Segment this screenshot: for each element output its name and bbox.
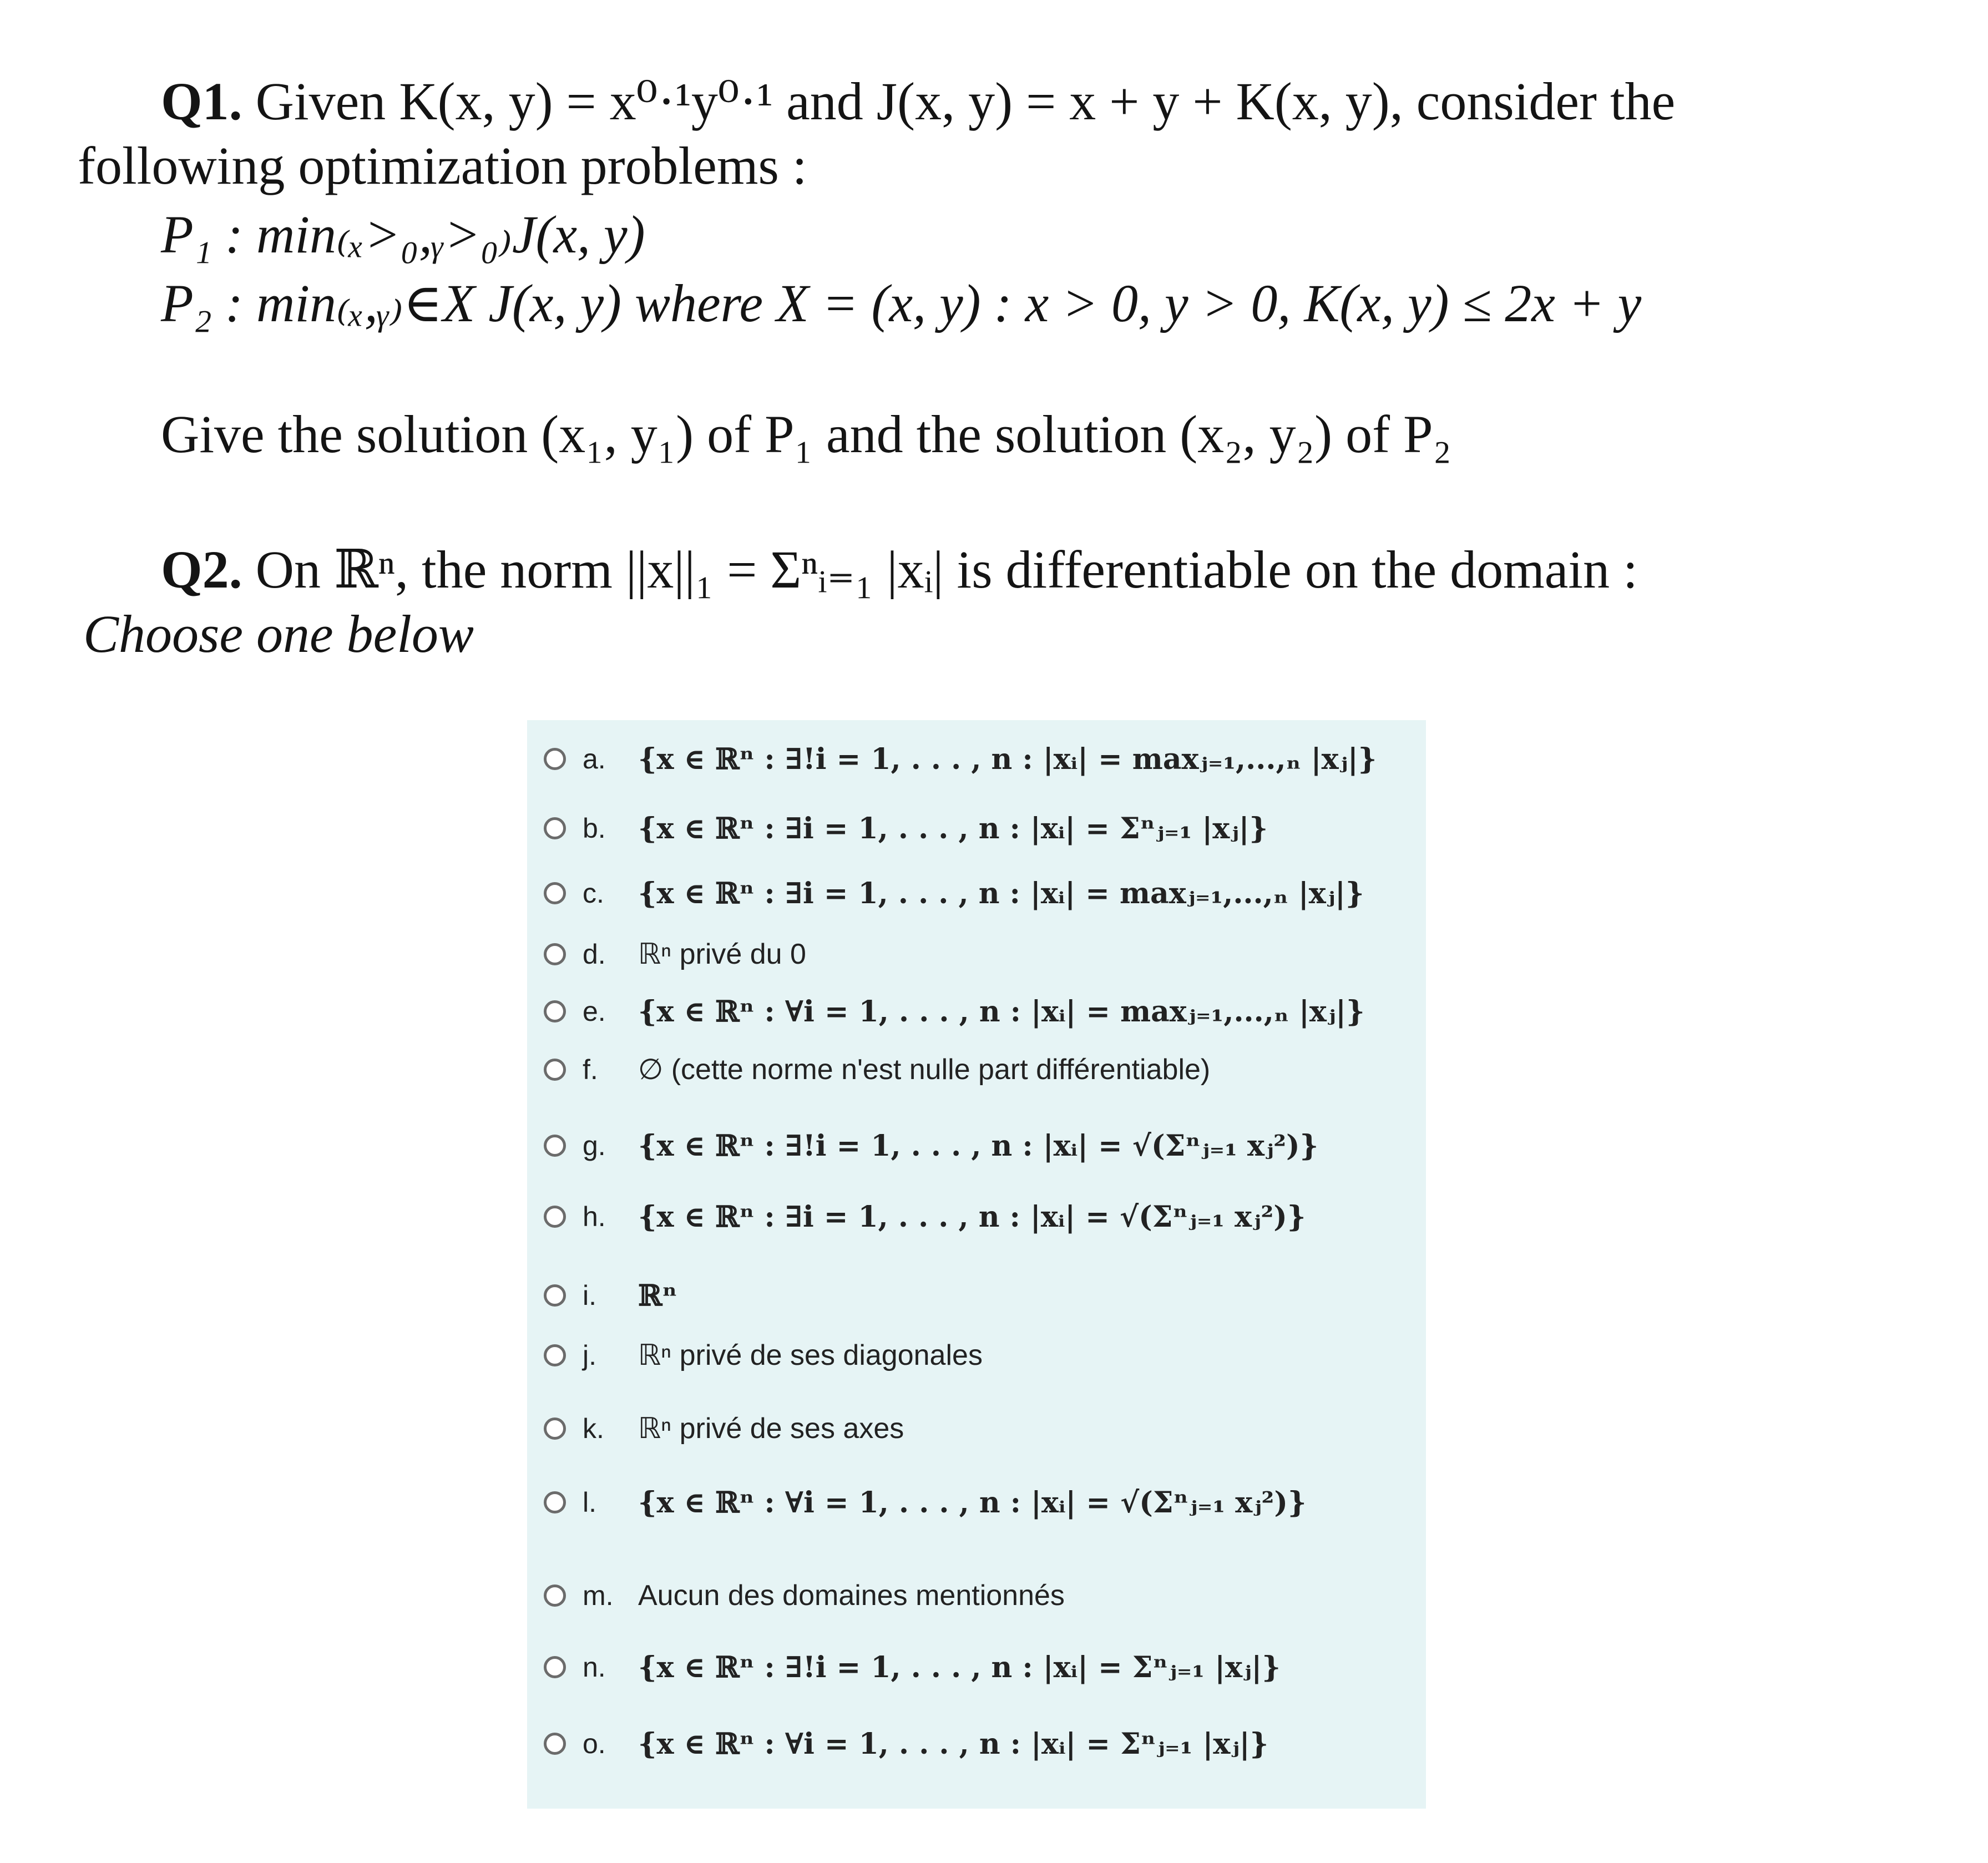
radio-button[interactable]: [544, 1135, 566, 1157]
radio-button[interactable]: [544, 1206, 566, 1228]
radio-button[interactable]: [544, 1656, 566, 1678]
choice-f[interactable]: f. ∅ (cette norme n'est nulle part différentiable): [544, 1042, 1210, 1097]
q2-choose-prompt: Choose one below: [83, 604, 474, 664]
choice-i[interactable]: i. ℝⁿ: [544, 1268, 677, 1323]
radio-button[interactable]: [544, 748, 566, 770]
q1-statement-cont: following optimization problems :: [78, 136, 807, 195]
radio-button[interactable]: [544, 882, 566, 904]
q1-label: Q1.: [161, 72, 242, 131]
choice-c[interactable]: c. {x ∈ ℝⁿ : ∃i = 1, . . . , n : |xᵢ| = maxⱼ₌₁,...,ₙ |xⱼ|}: [544, 865, 1364, 921]
q1-statement: Given K(x, y) = x⁰·¹y⁰·¹ and J(x, y) = x + y + K(x, y), consider the: [255, 72, 1676, 131]
radio-button[interactable]: [544, 1491, 566, 1513]
choice-b[interactable]: b. {x ∈ ℝⁿ : ∃i = 1, . . . , n : |xᵢ| = Σⁿⱼ₌₁ |xⱼ|}: [544, 801, 1268, 856]
choice-k[interactable]: k. ℝⁿ privé de ses axes: [544, 1401, 904, 1456]
q2-label: Q2.: [161, 540, 242, 599]
q1-instruction: Give the solution (x₁, y₁) of P₁ and the solution (x₂, y₂) of P₂: [161, 404, 1451, 464]
radio-button[interactable]: [544, 1000, 566, 1022]
radio-button[interactable]: [544, 817, 566, 839]
choice-e[interactable]: e. {x ∈ ℝⁿ : ∀i = 1, . . . , n : |xᵢ| = maxⱼ₌₁,...,ₙ |xⱼ|}: [544, 984, 1365, 1039]
radio-button[interactable]: [544, 1059, 566, 1081]
choice-o[interactable]: o. {x ∈ ℝⁿ : ∀i = 1, . . . , n : |xᵢ| = Σⁿⱼ₌₁ |xⱼ|}: [544, 1716, 1268, 1771]
radio-button[interactable]: [544, 1418, 566, 1440]
choice-m[interactable]: m. Aucun des domaines mentionnés: [544, 1568, 1065, 1623]
radio-button[interactable]: [544, 943, 566, 965]
answer-choices-panel: [527, 720, 1426, 1809]
choice-n[interactable]: n. {x ∈ ℝⁿ : ∃!i = 1, . . . , n : |xᵢ| = Σⁿⱼ₌₁ |xⱼ|}: [544, 1639, 1281, 1695]
q1-problem-p2: P₂ : min₍ₓ,ᵧ₎∈X J(x, y) where X = (x, y) : x > 0, y > 0, K(x, y) ≤ 2x + y: [161, 274, 1642, 333]
q2-statement: On ℝⁿ, the norm ||x||₁ = Σⁿᵢ₌₁ |xᵢ| is differentiable on the domain :: [255, 540, 1638, 599]
q1-line1: [161, 71, 1675, 132]
choice-g[interactable]: g. {x ∈ ℝⁿ : ∃!i = 1, . . . , n : |xᵢ| = √(Σⁿⱼ₌₁ xⱼ²)}: [544, 1115, 1318, 1176]
choice-l[interactable]: l. {x ∈ ℝⁿ : ∀i = 1, . . . , n : |xᵢ| = √(Σⁿⱼ₌₁ xⱼ²)}: [544, 1472, 1306, 1533]
q2-line1: [161, 539, 1638, 600]
choice-h[interactable]: h. {x ∈ ℝⁿ : ∃i = 1, . . . , n : |xᵢ| = √(Σⁿⱼ₌₁ xⱼ²)}: [544, 1186, 1306, 1247]
choice-a[interactable]: a. {x ∈ ℝⁿ : ∃!i = 1, . . . , n : |xᵢ| = maxⱼ₌₁,...,ₙ |xⱼ|}: [544, 731, 1377, 787]
radio-button[interactable]: [544, 1733, 566, 1755]
radio-button[interactable]: [544, 1584, 566, 1607]
choice-j[interactable]: j. ℝⁿ privé de ses diagonales: [544, 1328, 983, 1383]
q1-line2: [78, 135, 807, 196]
q1-problem-p1: P₁ : min₍ₓ>₀,ᵧ>₀₎J(x, y): [161, 205, 645, 264]
radio-button[interactable]: [544, 1284, 566, 1307]
radio-button[interactable]: [544, 1344, 566, 1366]
choice-d[interactable]: d. ℝⁿ privé du 0: [544, 927, 806, 982]
